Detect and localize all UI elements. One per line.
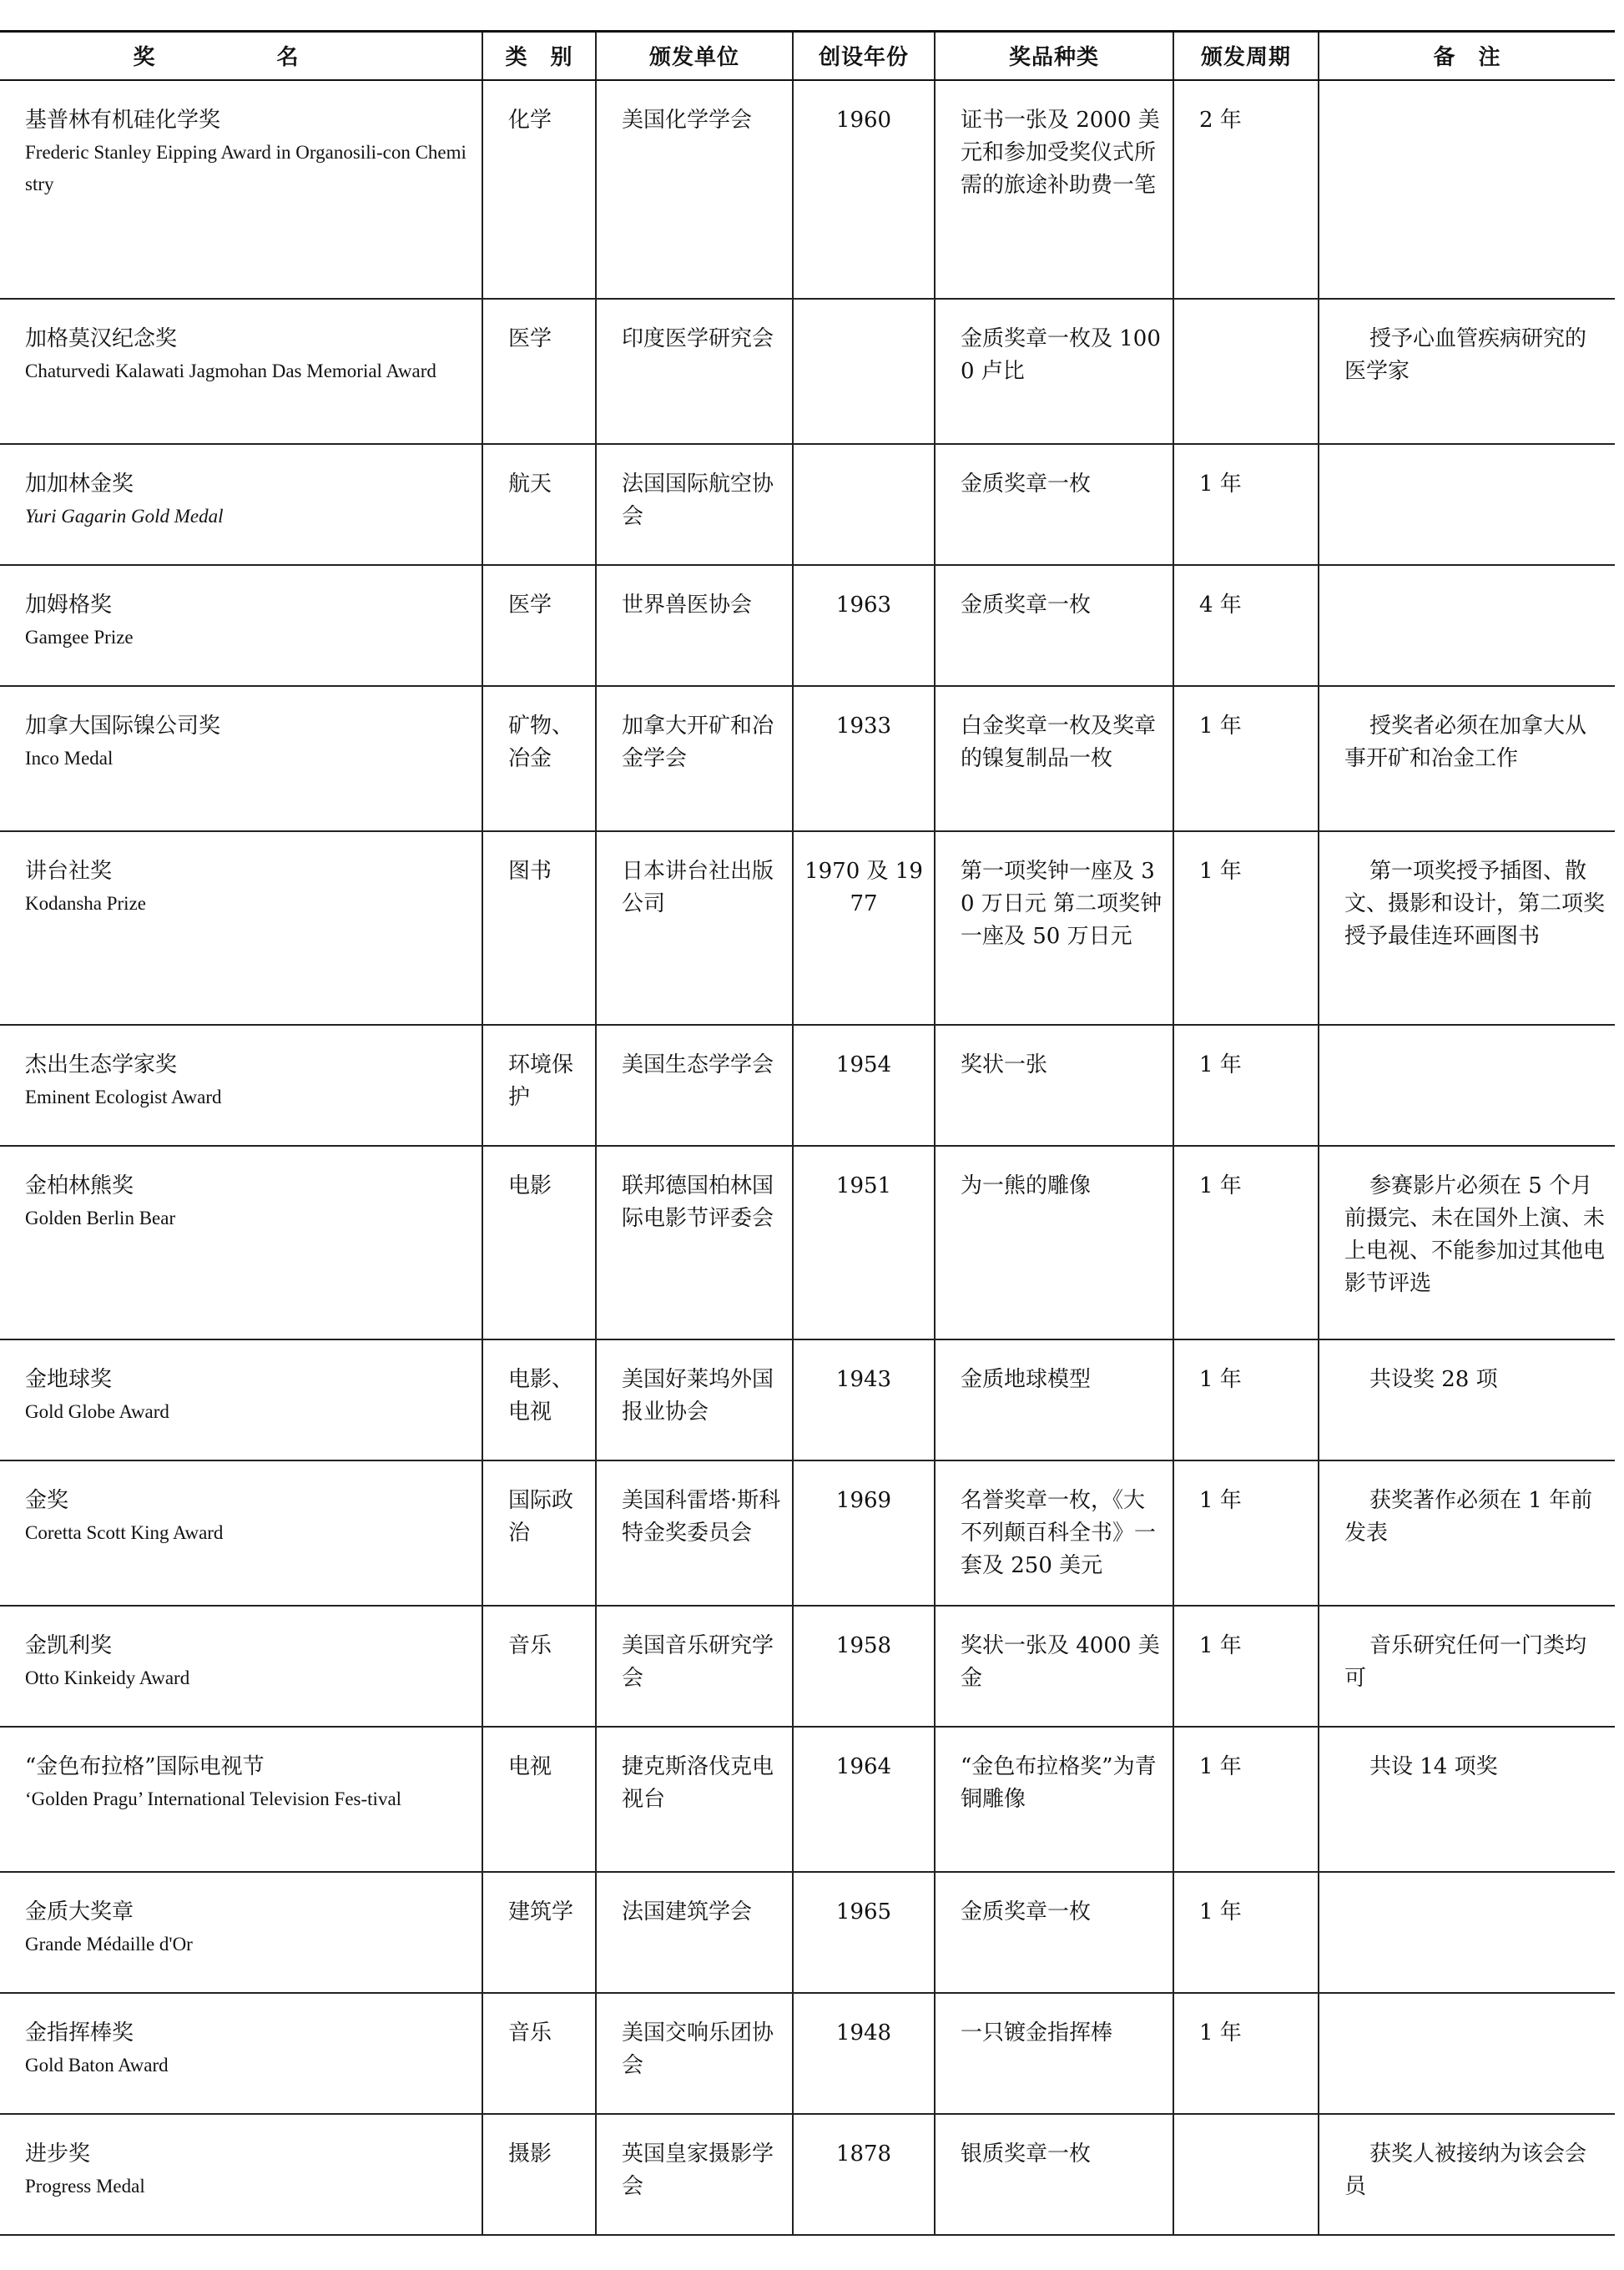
organization-cell: 加拿大开矿和冶金学会 [596,686,793,831]
organization-cell: 法国建筑学会 [596,1872,793,1993]
award-name-zh: 加格莫汉纪念奖 [25,325,178,351]
prize-cell: 金质地球模型 [935,1339,1173,1460]
award-name-cell [0,1460,482,1606]
notes-cell: 音乐研究任何一门类均可 [1319,1606,1615,1727]
organization-cell: 美国科雷塔·斯科特金奖委员会 [596,1460,793,1606]
table-row [0,299,1615,444]
cycle-cell: 1 年 [1173,1339,1319,1460]
prize-cell: 证书一张及 2000 美元和参加受奖仪式所需的旅途补助费一笔 [935,80,1173,299]
award-name-en: Golden Berlin Bear [25,1207,176,1228]
notes-cell: 共设 14 项奖 [1319,1727,1615,1872]
cycle-cell: 1 年 [1173,1460,1319,1606]
award-name-en: ‘Golden Pragu’ International Television Fes-tival [25,1788,402,1809]
header-row [0,32,1615,80]
award-name-en: Inco Medal [25,747,113,769]
category-cell: 摄影 [482,2114,596,2235]
notes-cell: 授奖者必须在加拿大从事开矿和冶金工作 [1319,686,1615,831]
year-cell: 1878 [793,2114,935,2235]
table-row [0,1606,1615,1727]
year-cell: 1943 [793,1339,935,1460]
prize-cell: 奖状一张及 4000 美金 [935,1606,1173,1727]
cycle-cell: 1 年 [1173,1146,1319,1339]
prize-cell: 白金奖章一枚及奖章的镍复制品一枚 [935,686,1173,831]
year-cell: 1963 [793,565,935,686]
year-cell: 1951 [793,1146,935,1339]
table-row [0,1872,1615,1993]
category-cell: 国际政治 [482,1460,596,1606]
cycle-cell: 1 年 [1173,1606,1319,1727]
award-name-zh: 讲台社奖 [25,858,113,884]
table-row [0,565,1615,686]
notes-cell [1319,565,1615,686]
year-cell: 1948 [793,1993,935,2114]
year-cell: 1933 [793,686,935,831]
cycle-cell: 1 年 [1173,1727,1319,1872]
cycle-cell: 1 年 [1173,1993,1319,2114]
awards-table-page [0,30,1615,2236]
award-name-cell [0,1606,482,1727]
notes-cell [1319,1025,1615,1146]
year-cell: 1958 [793,1606,935,1727]
category-cell: 电影 [482,1146,596,1339]
year-cell: 1964 [793,1727,935,1872]
award-name-en: Chaturvedi Kalawati Jagmohan Das Memorial Award [25,360,436,381]
award-name-cell [0,299,482,444]
award-name-cell [0,686,482,831]
award-name-en: Gamgee Prize [25,626,134,648]
organization-cell: 捷克斯洛伐克电视台 [596,1727,793,1872]
table-row [0,1146,1615,1339]
prize-cell: 为一熊的雕像 [935,1146,1173,1339]
award-name-zh: 金凯利奖 [25,1632,113,1658]
table-row [0,80,1615,299]
notes-cell: 第一项奖授予插图、散文、摄影和设计，第二项奖授予最佳连环画图书 [1319,831,1615,1025]
notes-cell: 共设奖 28 项 [1319,1339,1615,1460]
organization-cell: 联邦德国柏林国际电影节评委会 [596,1146,793,1339]
table-row [0,1460,1615,1606]
award-name-zh: “金色布拉格”国际电视节 [25,1753,265,1779]
award-name-cell [0,1146,482,1339]
category-cell: 医学 [482,299,596,444]
category-cell: 航天 [482,444,596,565]
award-name-en: Eminent Ecologist Award [25,1086,222,1107]
table-row [0,1993,1615,2114]
header-year: 创设年份 [793,32,935,80]
award-name-en: Gold Globe Award [25,1400,169,1422]
organization-cell: 世界兽医协会 [596,565,793,686]
year-cell: 1969 [793,1460,935,1606]
category-cell: 建筑学 [482,1872,596,1993]
award-name-cell [0,2114,482,2235]
organization-cell: 日本讲台社出版公司 [596,831,793,1025]
organization-cell: 美国交响乐团协会 [596,1993,793,2114]
award-name-en: Coretta Scott King Award [25,1521,224,1543]
cycle-cell: 4 年 [1173,565,1319,686]
cycle-cell: 1 年 [1173,686,1319,831]
award-name-en: Gold Baton Award [25,2054,169,2076]
notes-cell [1319,80,1615,299]
category-cell: 音乐 [482,1606,596,1727]
prize-cell: 名誉奖章一枚，《大不列颠百科全书》一套及 250 美元 [935,1460,1173,1606]
year-cell: 1960 [793,80,935,299]
award-name-zh: 加姆格奖 [25,592,113,618]
award-name-cell [0,1339,482,1460]
table-row [0,831,1615,1025]
awards-table [0,30,1615,2236]
year-cell: 1970 及 1977 [793,831,935,1025]
organization-cell: 英国皇家摄影学会 [596,2114,793,2235]
award-name-en: Frederic Stanley Eipping Award in Organosili-con Chemistry [25,141,467,194]
award-name-cell [0,565,482,686]
organization-cell: 美国化学学会 [596,80,793,299]
year-cell: 1954 [793,1025,935,1146]
award-name-zh: 金指挥棒奖 [25,2020,134,2046]
award-name-cell [0,1993,482,2114]
category-cell: 环境保护 [482,1025,596,1146]
header-cycle: 颁发周期 [1173,32,1319,80]
award-name-zh: 进步奖 [25,2141,91,2167]
table-row [0,1339,1615,1460]
award-name-zh: 加加林金奖 [25,471,134,497]
category-cell: 医学 [482,565,596,686]
prize-cell: 银质奖章一枚 [935,2114,1173,2235]
year-cell [793,299,935,444]
table-row [0,1025,1615,1146]
award-name-zh: 金地球奖 [25,1366,113,1392]
award-name-zh: 基普林有机硅化学奖 [25,107,221,133]
header-organization: 颁发单位 [596,32,793,80]
organization-cell: 美国好莱坞外国报业协会 [596,1339,793,1460]
cycle-cell: 2 年 [1173,80,1319,299]
header-award-name: 奖 名 [0,32,482,80]
award-name-en: Yuri Gagarin Gold Medal [25,505,224,527]
category-cell: 电影、电视 [482,1339,596,1460]
organization-cell: 法国国际航空协会 [596,444,793,565]
award-name-zh: 金奖 [25,1487,69,1513]
prize-cell: 金质奖章一枚 [935,1872,1173,1993]
notes-cell [1319,1993,1615,2114]
award-name-en: Grande Médaille d'Or [25,1933,193,1955]
award-name-cell [0,80,482,299]
category-cell: 化学 [482,80,596,299]
table-row [0,2114,1615,2235]
year-cell: 1965 [793,1872,935,1993]
prize-cell: “金色布拉格奖”为青铜雕像 [935,1727,1173,1872]
header-category: 类 别 [482,32,596,80]
header-notes: 备 注 [1319,32,1615,80]
table-row [0,686,1615,831]
award-name-zh: 加拿大国际镍公司奖 [25,713,221,739]
award-name-zh: 杰出生态学家奖 [25,1052,178,1077]
award-name-cell [0,1025,482,1146]
category-cell: 电视 [482,1727,596,1872]
notes-cell: 参赛影片必须在 5 个月前摄完、未在国外上演、未上电视、不能参加过其他电影节评选 [1319,1146,1615,1339]
award-name-cell [0,444,482,565]
award-name-zh: 金柏林熊奖 [25,1173,134,1198]
organization-cell: 印度医学研究会 [596,299,793,444]
award-name-en: Otto Kinkeidy Award [25,1667,190,1688]
cycle-cell: 1 年 [1173,1025,1319,1146]
organization-cell: 美国生态学学会 [596,1025,793,1146]
notes-cell [1319,444,1615,565]
prize-cell: 金质奖章一枚 [935,565,1173,686]
year-cell [793,444,935,565]
prize-cell: 一只镀金指挥棒 [935,1993,1173,2114]
category-cell: 矿物、冶金 [482,686,596,831]
award-name-cell [0,1727,482,1872]
award-name-en: Kodansha Prize [25,892,146,914]
prize-cell: 奖状一张 [935,1025,1173,1146]
prize-cell: 金质奖章一枚 [935,444,1173,565]
cycle-cell: 1 年 [1173,831,1319,1025]
organization-cell: 美国音乐研究学会 [596,1606,793,1727]
cycle-cell [1173,2114,1319,2235]
cycle-cell: 1 年 [1173,444,1319,565]
award-name-en: Progress Medal [25,2175,145,2197]
notes-cell: 授予心血管疾病研究的医学家 [1319,299,1615,444]
table-row [0,1727,1615,1872]
cycle-cell [1173,299,1319,444]
notes-cell: 获奖著作必须在 1 年前发表 [1319,1460,1615,1606]
category-cell: 音乐 [482,1993,596,2114]
category-cell: 图书 [482,831,596,1025]
prize-cell: 第一项奖钟一座及 30 万日元 第二项奖钟一座及 50 万日元 [935,831,1173,1025]
table-row [0,444,1615,565]
award-name-cell [0,1872,482,1993]
header-prize: 奖品种类 [935,32,1173,80]
prize-cell: 金质奖章一枚及 1000 卢比 [935,299,1173,444]
notes-cell [1319,1872,1615,1993]
award-name-cell [0,831,482,1025]
cycle-cell: 1 年 [1173,1872,1319,1993]
notes-cell: 获奖人被接纳为该会会员 [1319,2114,1615,2235]
award-name-zh: 金质大奖章 [25,1899,134,1924]
